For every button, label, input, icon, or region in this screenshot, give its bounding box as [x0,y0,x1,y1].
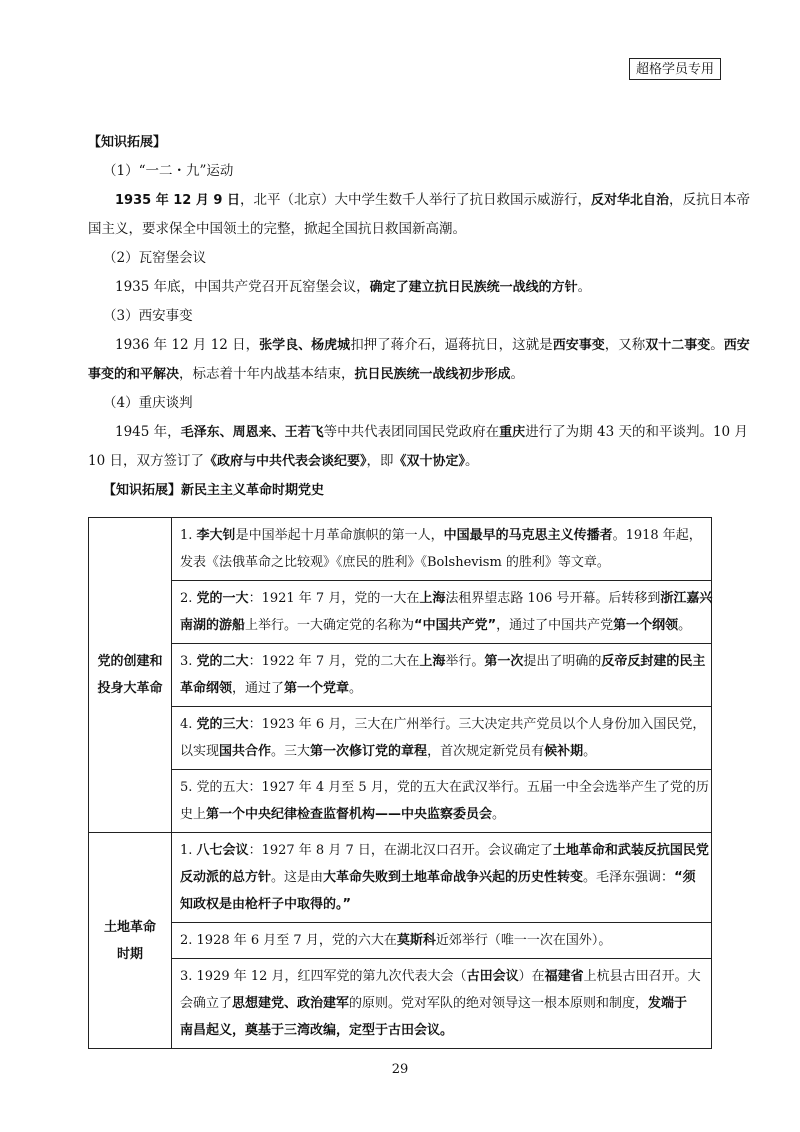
page-number: 29 [391,1062,409,1077]
table-cell: 4. 党的三大：1923 年 6 月，三大在广州举行。三大决定共产党员以个人身份加入国民党， 以实现国共合作。三大第一次修订党的章程，首次规定新党员有候补期。 [172,707,712,770]
paragraph-line: 1936 年 12 月 12 日，张学良、杨虎城扣押了蒋介石，逼蒋抗日，这就是西安事变，又称双十二事变。西安 [115,337,750,353]
paragraph-line: 事变的和平解决，标志着十年内战基本结束，抗日民族统一战线初步形成。 [88,366,525,382]
category-cell: 土地革命 时期 [89,833,172,1049]
paragraph-line: 1935 年 12 月 9 日，北平（北京）大中学生数千人举行了抗日救国示威游行，反对华北自治，反抗日本帝 [115,192,750,208]
table-row [89,833,712,923]
table-row [89,644,712,707]
paragraph-line: 10 日，双方签订了《政府与中共代表会谈纪要》，即《双十协定》。 [88,453,479,469]
knowledge-section [88,128,750,505]
category-cell: 党的创建和 投身大革命 [89,518,172,833]
paragraph-line: 国主义，要求保全中国领土的完整，掀起全国抗日救国新高潮。 [88,221,466,237]
paragraph-line: 1945 年，毛泽东、周恩来、王若飞等中共代表团同国民党政府在重庆进行了为期 43 天的和平谈判。10 月 [115,424,748,440]
table-row [89,707,712,770]
table-cell: 2. 党的一大：1921 年 7 月，党的一大在上海法租界望志路 106 号开幕。后转移到浙江嘉兴 南湖的游船上举行。一大确定党的名称为“中国共产党”，通过了中国共产党第一个纲领。 [172,581,712,644]
item-heading: （4）重庆谈判 [103,395,193,411]
item-heading: （3）西安事变 [103,308,193,324]
student-only-badge: 超格学员专用 [629,58,721,80]
table-cell: 3. 1929 年 12 月，红四军党的第九次代表大会（古田会议）在福建省上杭县古田召开。大 会确立了思想建党、政治建军的原则。党对军队的绝对领导这一根本原则和制度，发端于 南昌起义，奠基于三湾改编，定型于古田会议。 [172,959,712,1049]
section-title: 【知识拓展】新民主主义革命时期党史 [103,483,325,498]
table-cell: 1. 八七会议：1927 年 8 月 7 日，在湖北汉口召开。会议确定了土地革命和武装反抗国民党 反动派的总方针。这是由大革命失败到土地革命战争兴起的历史性转变。毛泽东强调：“须 知政权是由枪杆子中取得的。” [172,833,712,923]
party-history-table [88,517,712,1049]
item-heading: （1）“一二・九”运动 [103,163,234,179]
section-title: 【知识拓展】 [88,135,167,150]
table-row [89,959,712,1049]
table-row [89,770,712,833]
table-row [89,518,712,581]
table-cell: 1. 李大钊是中国举起十月革命旗帜的第一人，中国最早的马克思主义传播者。1918 年起， 发表《法俄革命之比较观》《庶民的胜利》《Bolshevism 的胜利》等文章。 [172,518,712,581]
table-cell: 2. 1928 年 6 月至 7 月，党的六大在莫斯科近郊举行（唯一一次在国外）。 [172,923,712,959]
table-row [89,581,712,644]
item-heading: （2）瓦窑堡会议 [103,250,207,266]
table-cell: 3. 党的二大：1922 年 7 月，党的二大在上海举行。第一次提出了明确的反帝反封建的民主 革命纲领，通过了第一个党章。 [172,644,712,707]
table-row [89,923,712,959]
table-cell: 5. 党的五大：1927 年 4 月至 5 月，党的五大在武汉举行。五届一中全会选举产生了党的历 史上第一个中央纪律检查监督机构——中央监察委员会。 [172,770,712,833]
paragraph-line: 1935 年底，中国共产党召开瓦窑堡会议，确定了建立抗日民族统一战线的方针。 [115,279,592,295]
